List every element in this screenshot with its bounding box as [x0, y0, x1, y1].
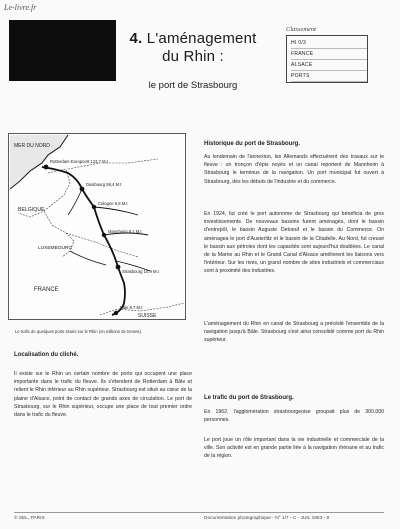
history-paragraph: L'aménagement du Rhin en canal de Strasbourg a précédé l'ensemble de la navigation jusqu'à Bâle. Strasbourg s'est ainsi consolidé comme port du Rhin supérieur. — [204, 321, 384, 344]
footer-copyright: © SEL, PARIS — [14, 516, 45, 521]
title-line2: du Rhin : — [162, 48, 224, 65]
title-block — [118, 30, 268, 91]
rhine-ports-map — [8, 133, 186, 320]
map-caption: Le trafic de quelques ports situés sur le Rhin (en millions de tonnes). — [15, 329, 143, 334]
aerial-photo-thumbnail — [9, 20, 116, 81]
traffic-title: Le trafic du port de Strasbourg. — [204, 395, 294, 401]
history-paragraph: Au lendemain de l'annexion, les Allemands effectuèrent des travaux sur le fleuve : un tronçon d'épis noyés et un canal reportent de Mannheim à Strasbourg le terminus de la navigation. Un port municipal fut ouvert à Strasbourg, dès les débuts de l'industrie et du commerce. — [204, 154, 384, 185]
history-title: Historique du port de Strasbourg. — [204, 141, 301, 147]
history-paragraph: En 1924, fut créé le port autonome de Strasbourg qui bénéficia de gros investissements. De nouveaux bassins furent aménagés, dont le bassin d'entrepôt, le bassin Auguste Detoeuf et le bassin du Commerce. On aménagea le port d'Austerlitz et le bassin de la Citadelle. Au Nord, fut creusé le bassin aux pétroles dont les capacités sont aujourd'hui doublées. Le canal de la Marne au Rhin et le Grand Canal d'Alsace améliorent les liaisons vers l'intérieur. Sur les rives, un grand nombre de sites industriels et commerciaux sont à proximité des industries. — [204, 211, 384, 275]
footer-reference: Documentation photographique - N° 1/7 - C - JUIL 1963 - 8 — [204, 516, 330, 521]
map-port-label: Cologne 6,8 M.t — [98, 201, 128, 206]
map-port-label: Mannheim 8,1 M.t — [108, 229, 142, 234]
page-subtitle: le port de Strasbourg — [148, 80, 238, 91]
page-title — [118, 30, 268, 66]
title-number: 4. — [129, 30, 143, 47]
photo-location-paragraph: Il existe sur le Rhin un certain nombre de ports qui occupent une place importante dans le trafic du fleuve. Ils s'étendent de Rotterdam à Bâle et relient le Rhin inférieur au Rhin supérieur. Strasbourg est situé au cœur de la plaine d'Alsace, point de contact de grands axes de circulation. Le port de Strasbourg, sur le Rhin supérieur, occupe une place de tout premier ordre dans le trafic du fleuve. — [14, 371, 192, 419]
classification-box — [286, 35, 368, 83]
map-france-label: FRANCE — [34, 287, 59, 293]
traffic-paragraph: Le port joue un rôle important dans la vie industrielle et commerciale de la ville. Son activité est en grande partie liée à la navigation rhénane et au trafic de la région. — [204, 437, 384, 460]
classification-item: HI 0/3 — [291, 38, 367, 49]
map-port-label: Duisbourg 58,4 M.t — [86, 182, 122, 187]
map-switzerland-label: SUISSE — [138, 313, 157, 319]
classification-item: ALSACE — [291, 60, 367, 71]
classification-item: PORTS — [291, 71, 367, 82]
map-port-label: Rotterdam-Europoort 123,7 M.t — [50, 159, 108, 164]
map-sea-label: MER DU NORD — [14, 143, 50, 149]
map-port-label: Bâle 8,7 M.t — [120, 305, 143, 310]
photo-location-title: Localisation du cliché. — [14, 352, 79, 358]
map-belgium-label: BELGIQUE — [18, 207, 45, 213]
brand-watermark: Le-livre.fr — [4, 3, 37, 12]
classification-item: FRANCE — [291, 49, 367, 60]
traffic-paragraph: En 1962, l'agglomération strasbourgeoise groupait plus de 300.000 personnes. — [204, 409, 384, 424]
title-line1: L'aménagement — [146, 30, 257, 47]
footer-rule — [14, 512, 384, 513]
classification-label: Classement — [286, 26, 316, 33]
map-port-label: Strasbourg 10,9 M.t — [122, 269, 159, 274]
map-luxembourg-label: LUXEMBOURG — [38, 246, 73, 251]
